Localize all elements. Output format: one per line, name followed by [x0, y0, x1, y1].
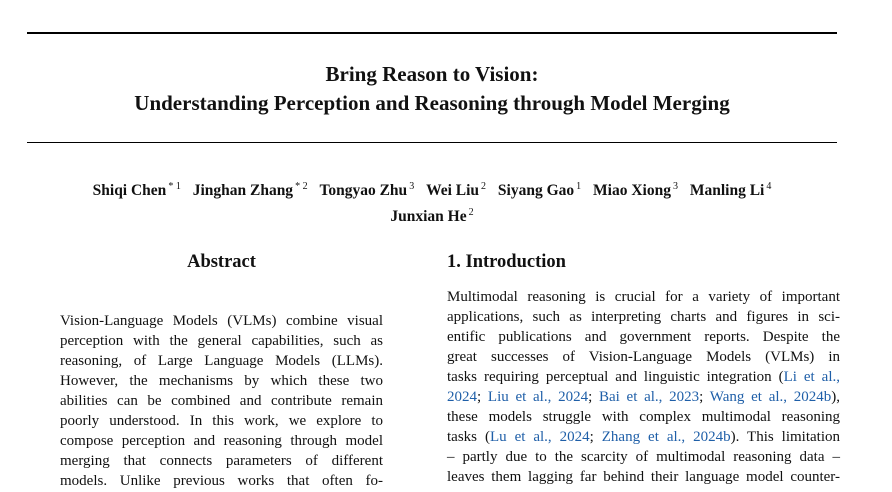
author: Miao Xiong $^3$ — [593, 181, 678, 199]
abstract-line: perception with the general capabilities, such as — [60, 333, 383, 349]
abstract-line: poorly understood. In this work, we explore to — [60, 413, 383, 429]
abstract-heading: Abstract — [187, 252, 256, 272]
intro-line: tasks requiring perceptual and linguistic integration (Li et al., — [447, 369, 840, 385]
author: Manling Li $^4$ — [689, 181, 772, 199]
intro-line: – partly due to the scarcity of multimodal reasoning data – — [447, 449, 840, 465]
abstract-line: compose perception and reasoning through model — [60, 433, 383, 449]
introduction-heading: 1. Introduction — [447, 252, 566, 272]
intro-line: Multimodal reasoning is crucial for a variety of important — [447, 289, 840, 305]
title-rule-bottom — [27, 142, 837, 143]
abstract-line: Vision-Language Models (VLMs) combine visual — [60, 313, 383, 329]
author-line-1 — [27, 176, 837, 202]
intro-line: entific publications and government reports. Despite the — [447, 329, 840, 345]
citation-link[interactable]: Lu et al., 2024 — [489, 429, 590, 445]
citation-link[interactable]: Li et al., — [783, 369, 840, 385]
abstract-line: reasoning, of Large Language Models (LLMs). — [60, 353, 383, 369]
abstract-line: models. Unlike previous works that often fo- — [60, 473, 383, 489]
title-line-2: Understanding Perception and Reasoning through Model Merging — [134, 91, 730, 115]
intro-line: these models struggle with complex multimodal reasoning — [447, 409, 840, 425]
citation-link[interactable]: Zhang et al., 2024b — [601, 429, 731, 445]
introduction-body — [447, 287, 840, 487]
intro-line: applications, such as interpreting charts and figures in sci- — [447, 309, 840, 325]
title-line-1: Bring Reason to Vision: — [325, 62, 539, 86]
citation-link[interactable]: Bai et al., 2023 — [598, 389, 700, 405]
author-list — [27, 176, 837, 228]
author: Shiqi Chen $^{* 1}$ — [92, 181, 181, 199]
intro-line: great successes of Vision-Language Models (VLMs) in — [447, 349, 840, 365]
citation-link[interactable]: Liu et al., 2024 — [487, 389, 589, 405]
intro-line: leaves them lagging far behind their language model counter- — [447, 469, 840, 485]
intro-line: tasks (Lu et al., 2024; Zhang et al., 2024b). This limitation — [447, 429, 840, 445]
intro-line: 2024; Liu et al., 2024; Bai et al., 2023; Wang et al., 2024b), — [447, 389, 841, 405]
author: Siyang Gao $^1$ — [497, 181, 582, 199]
abstract-line: However, the mechanisms by which these two — [60, 373, 383, 389]
abstract-line: merging that connects parameters of different — [60, 453, 383, 469]
author: Tongyao Zhu $^3$ — [319, 181, 415, 199]
citation-link[interactable]: Wang et al., 2024b — [709, 389, 832, 405]
citation-link[interactable]: 2024 — [447, 389, 477, 405]
paper-title — [27, 60, 837, 118]
author-line-2 — [27, 202, 837, 228]
author: Junxian He $^2$ — [390, 207, 474, 225]
author: Wei Liu $^2$ — [426, 181, 487, 199]
abstract-line: abilities can be combined and contribute remain — [60, 393, 383, 409]
title-rule-top — [27, 32, 837, 34]
author: Jinghan Zhang $^{* 2}$ — [192, 181, 308, 199]
abstract-body — [60, 311, 383, 491]
